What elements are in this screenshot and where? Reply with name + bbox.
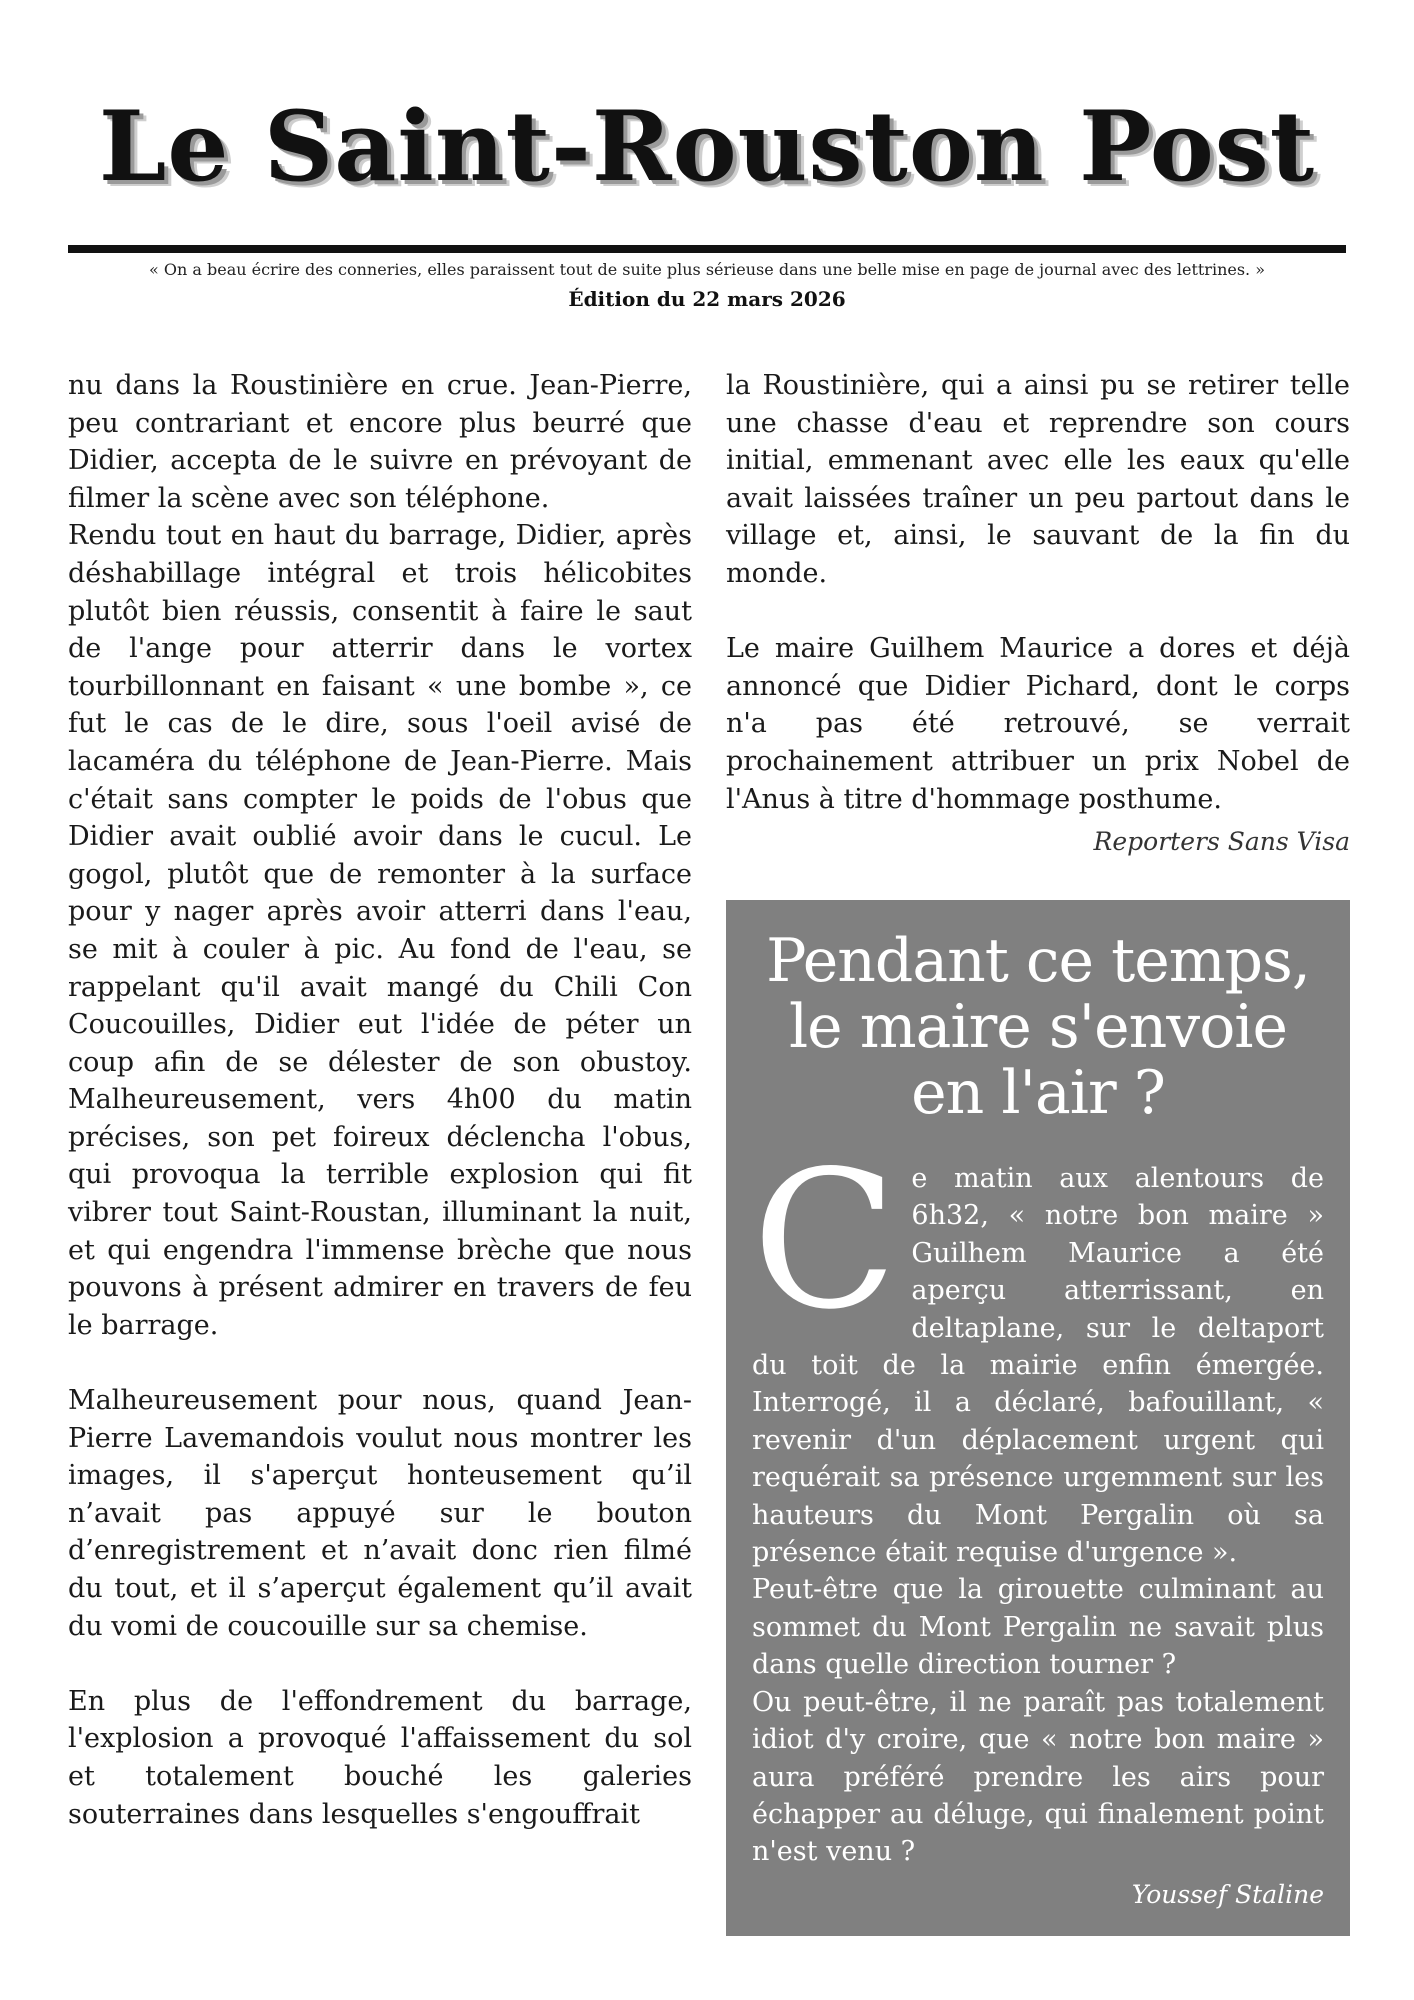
sidebar-article-box (726, 900, 1350, 1936)
article-signature: Reporters Sans Visa (1093, 827, 1350, 857)
left-paragraph-2: Rendu tout en haut du barrage, Didier, après déshabillage intégral et trois hélicobites plutôt bien réussis, consentit à faire le saut de l'ange pour atterrir dans le vortex tourbillonnant en faisant « une bombe », ce fut le cas de le dire, sous l'oeil avisé de lacaméra du téléphone de Jean-Pierre. Mais c'était sans compter le poids de l'obus que Didier avait oublié avoir dans le cucul. Le gogol, plutôt que de remonter à la surface pour y nager après avoir atterri dans l'eau, se mit à couler à pic. Au fond de l'eau, se rappelant qu'il avait mangé du Chili Con Coucouilles, Didier eut l'idée de péter un coup afin de se délester de son obustoy. Malheureusement, vers 4h00 du matin précises, son pet foireux déclencha l'obus, qui provoqua la terrible explosion qui fit vibrer tout Saint-Roustan, illuminant la nuit, et qui engendra l'immense brèche que nous pouvons à présent admirer en travers de feu le barrage. (68, 520, 692, 1341)
left-column (68, 367, 692, 1833)
right-paragraph-1: la Roustinière, qui a ainsi pu se retirer telle une chasse d'eau et reprendre son cours initial, emmenant avec elle les eaux qu'elle avait laissées traîner un peu partout dans le village et, ainsi, le sauvant de la fin du monde. (726, 370, 1350, 589)
dropcap-letter: C (752, 1130, 898, 1351)
edition-date: Édition du 22 mars 2026 (568, 287, 846, 311)
sidebar-article-body (752, 1130, 1324, 1871)
masthead-rule (68, 245, 1346, 253)
sidebar-paragraph-2: Peut-être que la girouette culminant au sommet du Mont Pergalin ne savait plus dans quelle direction tourner ? (752, 1574, 1324, 1681)
right-column (726, 367, 1350, 862)
right-paragraph-2: Le maire Guilhem Maurice a dores et déjà annoncé que Didier Pichard, dont le corps n'a pas été retrouvé, se verrait prochainement attribuer un prix Nobel de l'Anus à titre d'hommage posthume. (726, 633, 1350, 815)
left-paragraph-4: En plus de l'effondrement du barrage, l'explosion a provoqué l'affaissement du sol et totalement bouché les galeries souterraines dans lesquelles s'engouffrait (68, 1685, 692, 1830)
left-paragraph-1: nu dans la Roustinière en crue. Jean-Pierre, peu contrariant et encore plus beurré que Didier, accepta de le suivre en prévoyant de filmer la scène avec son téléphone. (68, 370, 692, 514)
sidebar-paragraph-1: e matin aux alentours de 6h32, « notre bon maire » Guilhem Maurice a été aperçu atterrissant, en deltaplane, sur le deltaport du toit de la mairie enfin émergée. Interrogé, il a déclaré, bafouillant, « revenir d'un déplacement urgent qui requérait sa présence urgemment sur les hauteurs du Mont Pergalin où sa présence était requise d'urgence ». (752, 1163, 1324, 1569)
masthead-motto: « On a beau écrire des conneries, elles paraissent tout de suite plus sérieuse dans une belle mise en page de journal avec des lettrines. » (148, 260, 1266, 279)
sidebar-signature: Youssef Staline (1131, 1879, 1324, 1909)
sidebar-article-title: Pendant ce temps, le maire s'envoie en l'air ? (766, 926, 1310, 1128)
sidebar-paragraph-3: Ou peut-être, il ne paraît pas totalement idiot d'y croire, que « notre bon maire » aura préféré prendre les airs pour échapper au déluge, qui finalement point n'est venu ? (752, 1686, 1324, 1868)
masthead-title: Le Saint-Rouston Post (98, 90, 1316, 203)
left-paragraph-3: Malheureusement pour nous, quand Jean-Pierre Lavemandois voulut nous montrer les images, il s'aperçut honteusement qu’il n’avait pas appuyé sur le bouton d’enregistrement et n’avait donc rien filmé du tout, et il s’aperçut également qu’il avait du vomi de coucouille sur sa chemise. (68, 1385, 692, 1642)
